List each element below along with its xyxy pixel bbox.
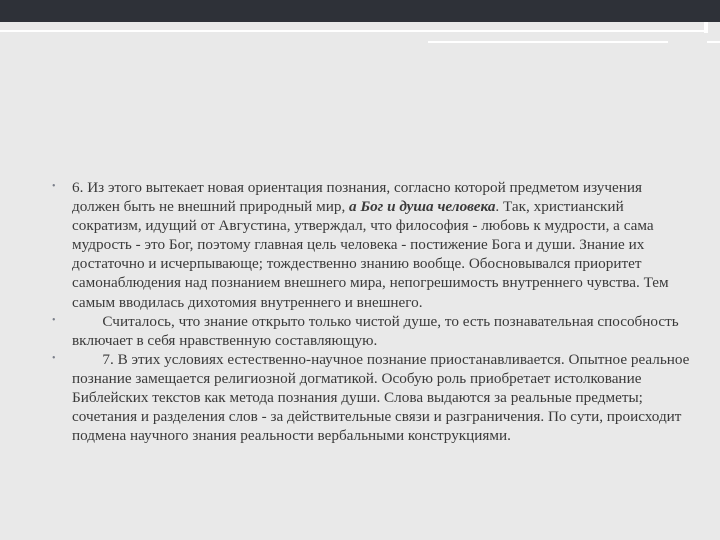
header-corner-line [704, 22, 708, 33]
bullet-1-text-b: . Так, христианский сократизм, идущий от Августина, утверждал, что философия - любовь к мудрости, а сама мудрость - это Бог, поэтому главная цель человека - постижение Бога и души. Знание их достаточно и исчерпывающе; тождественно знанию вообще. Обосновывался приоритет самонаблюдения над познанием внешнего мира, непогрешимость внутреннего чувства. Тем самым вводилась дихотомия внутреннего и внешнего. [72, 198, 669, 311]
header-edge-rule [707, 41, 720, 43]
bullet-dot-icon: • [52, 314, 56, 326]
bullet-item-1 [52, 178, 692, 312]
bullet-item-3 [52, 350, 692, 445]
bullet-1-emphasis: а Бог и душа человека [349, 198, 496, 216]
bullet-item-2 [52, 312, 692, 350]
header-accent-rule [428, 41, 668, 43]
bullet-2-text: Считалось, что знание открыто только чистой душе, то есть познавательная способность включает в себя нравственную составляющую. [72, 312, 683, 349]
header-rule [0, 30, 704, 32]
bullet-list [52, 178, 692, 445]
bullet-3-text: 7. В этих условиях естественно-научное познание приостанавливается. Опытное реальное познание замещается религиозной догматикой. Особую роль приобретает истолкование Библейских текстов как метода познания души. Слова выдаются за реальные предметы; сочетания и разделения слов - за действительные связи и разграничения. По сути, происходит подмена научного знания реальности вербальными конструкциями. [72, 350, 694, 445]
bullet-dot-icon: • [52, 352, 56, 364]
bullet-1-text-a: 6. Из этого вытекает новая ориентация познания, согласно которой предметом изучения должен быть не внешний природный мир, [72, 179, 643, 216]
header-band [0, 0, 720, 22]
bullet-dot-icon: • [52, 181, 56, 192]
